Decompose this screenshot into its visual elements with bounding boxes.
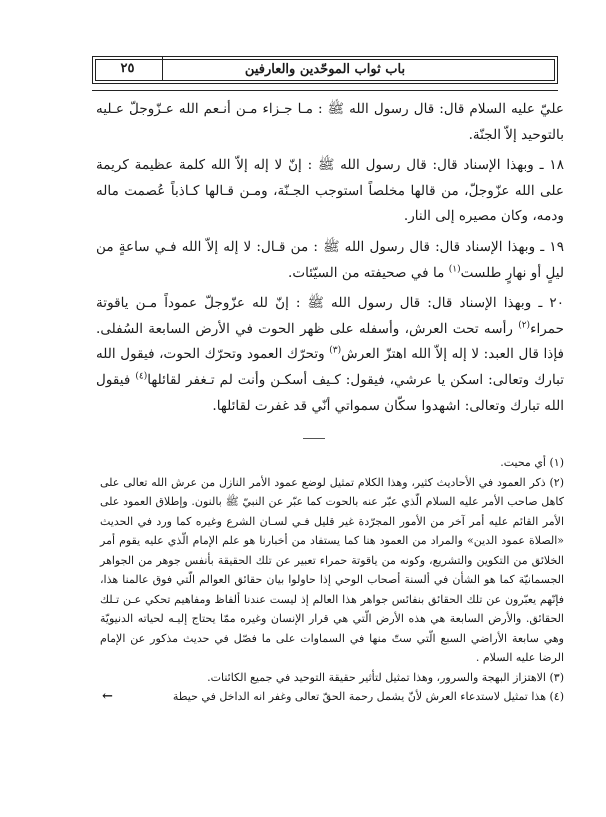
hadith-20 bbox=[96, 291, 564, 419]
paragraph bbox=[96, 97, 564, 148]
paragraph-text: ما في صحيفته من السيّئات. bbox=[288, 264, 449, 281]
running-header bbox=[92, 56, 558, 84]
footnote-2: (٢) ذكر العمود في الأحاديث كثير، وهذا الكلام تمثيل لوضع عمود الأمر النازل من عرش الله تعالى على كاهل صاحب الأمر عليه السلام الّذي عبّر عنه بالحوت كما عبّر عن النبيّ ﷺ بالنون. وإطلاق العمود على الأمر القائم عليه أمر آخر من الأمور المجرّدة غير قليل فـي لسـان الشرع وغيره كما ورد في الحديث «الصلاة عمود الدين» والمراد من العمود هنا كما يستفاد من أخبارنا هو علم الإمام الّذي عليه يقوم أمر الخلائق من التكوين والتشريع، وكونه من ياقوتة حمراء تعبير عن تلك الحقيقة بأنفس جوهر من الجواهر الجسمانيّة كما هو الشأن في ألسنة أصحاب الوحي إذا حاولوا بيان حقائق العوالم الّتي فوق عالمنا هذا، فإنّهم يعبّرون عن تلك الحقائق بنفائس جواهر هذا العالم إذ ليست عندنا ألفاظ ومفاهيم تحكي عـن تـلك الحقائق. والأرض السابعة هي هذه الأرض الّتي هي قرار الإنسان وغيره ممّا يحتاج إليـه لحياته الدنيويّة وهي سابعة الأراضي السبع الّتي ستّ منها في السماوات على ما فصّل في حديث مذكور عن الإمام الرضا عليه السلام . bbox=[100, 475, 564, 664]
main-text bbox=[96, 97, 564, 419]
hadith-18 bbox=[96, 153, 564, 230]
footnote-separator bbox=[303, 438, 325, 439]
footnote-ref[interactable]: (٢) bbox=[518, 320, 531, 331]
footnote-3: (٣) الاهتزاز البهجة والسرور، وهذا تمثيل لتأثير حقيقة التوحيد في جميع الكائنات. bbox=[207, 670, 564, 684]
footnote-4 bbox=[100, 687, 564, 707]
paragraph-text: ١٩ ـ وبهذا الإسناد قال: قال رسول الله ﷺ : من قـال: لا إله إلاّ الله فـي ساعةٍ من ليلٍ أو نهارٍ طلست bbox=[96, 238, 564, 281]
continuation-arrow-icon: ← bbox=[102, 689, 113, 704]
footnotes bbox=[100, 453, 564, 707]
footnote-4-text: (٤) هذا تمثيل لاستدعاء العرش لأنّ يشمل رحمة الحقّ تعالى وغفر انه الداخل في حيطة bbox=[172, 690, 564, 703]
paragraph-text: رأسه تحت العرش، وأسفله على ظهر الحوت في الأرض السابعة السُفلى. فإذا قال العبد: لا إله إلاّ الله اهتزّ العرش bbox=[96, 320, 564, 363]
paragraph-text: فيقول الله تبارك وتعالى: اشهدوا سكّان سمواتي أنّي قد غفرت لقائلها. bbox=[96, 371, 564, 414]
paragraph-text: وتحرّك العمود وتحرّك الحوت، فيقول الله تبارك وتعالى: اسكن يا عرشي، فيقول: كـيف أسكـن وأنت لم تـغفر لقائلها bbox=[96, 346, 564, 388]
paragraph-text: عليّ عليه السلام قال: قال رسول الله ﷺ : مـا جـزاء مـن أنـعم الله عـزّوجلّ عـليه بالتوحيد إلاّ الجنّة. bbox=[96, 101, 564, 143]
paragraph-text: ١٨ ـ وبهذا الإسناد قال: قال رسول الله ﷺ : إنّ لا إله إلاّ الله كلمة عظيمة كريمة على الله عزّوجلّ، من قالها مخلصاً استوجب الجـنّة، ومـن قـالها كـاذباً عُصمت ماله ودمه، وكان مصيره إلى النار. bbox=[96, 157, 564, 225]
footnote-ref[interactable]: (٤) bbox=[135, 371, 148, 382]
footnote-ref[interactable]: (١) bbox=[448, 264, 461, 275]
paragraph-text: ٢٠ ـ وبهذا الإسناد قال: قال رسول الله ﷺ : إنّ لله عزّوجلّ عموداً مـن ياقوتة حمراء bbox=[96, 295, 564, 337]
header-rule bbox=[92, 90, 558, 91]
footnote-ref[interactable]: (٣) bbox=[329, 345, 342, 356]
footnote-1: (١) أي محيت. bbox=[500, 456, 564, 469]
page-number: ٢٥ bbox=[93, 57, 163, 81]
hadith-19 bbox=[96, 235, 564, 286]
chapter-title: باب ثواب الموحّدين والعارفين bbox=[244, 62, 406, 77]
